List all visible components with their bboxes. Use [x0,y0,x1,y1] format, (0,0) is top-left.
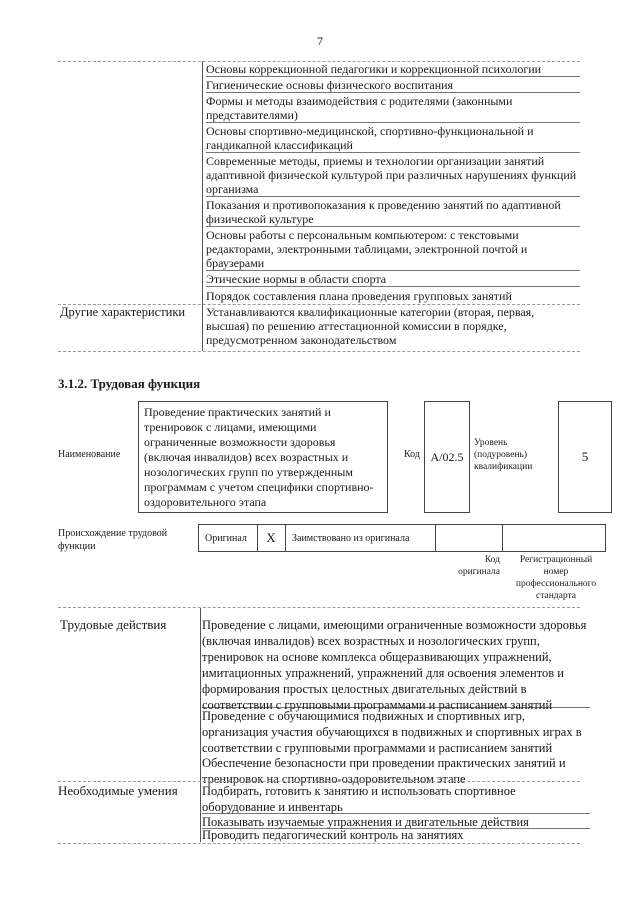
knowledge-item: Основы спортивно-медицинской, спортивно-функциональной и гандикапной классификаций [206,124,580,153]
action-item: Проведение с лицами, имеющими ограниченные возможности здоровья (включая инвалидов) всех возрастных и нозологических групп, тренировок на основе комплекса общеразвивающих упражнений, имитационных упражнений, упражнений для освоения элементов и формирования простых целостных двигательных действий в соответствии с групповыми программами и расписанием занятий [202,617,590,708]
knowledge-item: Современные методы, приемы и технологии организации занятий адаптивной физической культурой при различных нарушениях функций организма [206,154,580,197]
code-label: Код [404,449,420,460]
origin-label: Происхождение трудовой функции [58,528,168,552]
original-label: Оригинал [205,532,247,544]
level-box: 5 [558,401,612,513]
code-original-label: Код оригинала [458,555,500,577]
other-characteristics-text: Устанавливаются квалификационные категории (вторая, первая, высшая) по решению аттестационной комиссии в порядке, предусмотренном законодательством [206,305,535,347]
table-column-divider [200,608,201,842]
code-box: A/02.5 [424,401,470,513]
knowledge-item: Этические нормы в области спорта [206,272,580,287]
reg-number-label: Регистрационный номер профессионального стандарта [515,555,597,601]
section-title: 3.1.2. Трудовая функция [58,376,201,391]
table-column-divider [202,61,203,351]
skill-item: Проводить педагогический контроль на занятиях [202,828,464,842]
knowledge-item: Гигиенические основы физического воспитания [206,78,580,93]
name-box: Проведение практических занятий и тренировок с лицами, имеющими ограниченные возможности здоровья (включая инвалидов) всех возрастных и нозологических групп по утвержденным программам с учетом специфики спортивно-оздоровительного этапа [138,401,388,513]
knowledge-item: Порядок составления плана проведения групповых занятий [206,289,512,303]
page-number: 7 [317,34,323,48]
skill-item: Показывать изучаемые упражнения и двигательные действия [202,814,590,829]
other-characteristics-label: Другие характеристики [60,305,186,319]
table-bottom-border [58,843,580,844]
action-item: Обеспечение безопасности при проведении практических занятий и тренировок на спортивно-оздоровительном этапе [202,756,566,786]
reg-number-cell [502,524,606,552]
skills-label: Необходимые умения [58,783,178,798]
knowledge-item: Основы работы с персональным компьютером: с текстовыми редакторами, электронными таблицами, электронной почтой и браузерами [206,228,580,271]
table-top-border [58,607,580,608]
row-divider [58,781,580,782]
action-item: Проведение с обучающимися подвижных и спортивных игр, организация участия обучающихся в подвижных и спортивных играх в соответствии с групповыми программами и расписанием занятий [202,709,582,755]
borrowed-label: Заимствовано из оригинала [292,532,410,544]
name-label: Наименование [58,449,121,460]
borrowed-cell [285,524,436,552]
table-bottom-border [58,351,580,352]
skill-item: Подбирать, готовить к занятию и использовать спортивное оборудование и инвентарь [202,783,590,814]
knowledge-item: Показания и противопоказания к проведению занятий по адаптивной физической культуре [206,198,580,227]
level-label: Уровень (подуровень) квалификации [474,438,533,472]
knowledge-item: Формы и методы взаимодействия с родителями (законными представителями) [206,94,580,123]
code-original-cell [435,524,503,552]
knowledge-item: Основы коррекционной педагогики и коррекционной психологии [206,62,580,77]
original-mark: X [257,524,286,552]
original-cell [198,524,258,552]
actions-label: Трудовые действия [60,617,167,632]
